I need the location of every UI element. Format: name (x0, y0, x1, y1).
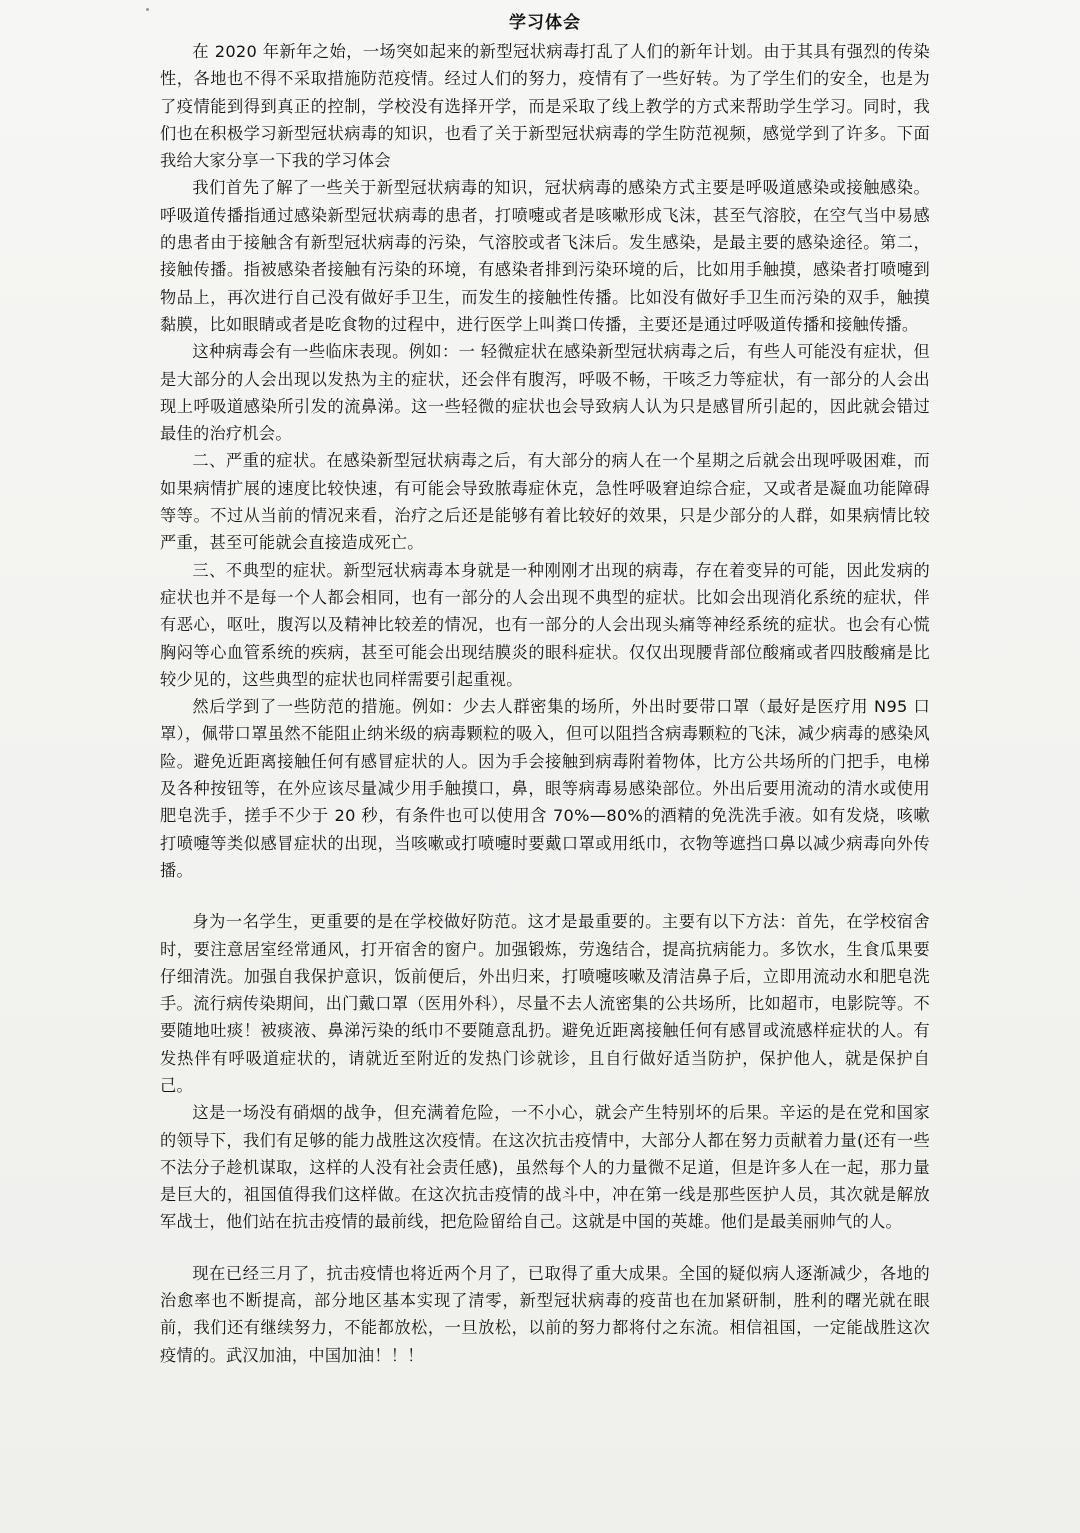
paragraph-atypical-symptoms: 三、不典型的症状。新型冠状病毒本身就是一种刚刚才出现的病毒，存在着变异的可能，因此发病的症状也并不是每一个人都会相同，也有一部分的人会出现不典型的症状。比如会出现消化系统的症状，伴有恶心，呕吐，腹泻以及精神比较差的情况，也有一部分的人会出现头痛等神经系统的症状。也会有心慌胸闷等心血管系统的疾病，甚至可能会出现结膜炎的眼科症状。仅仅出现腰背部位酸痛或者四肢酸痛是比较少见的，这些典型的症状也同样需要引起重视。 (160, 560, 930, 689)
paragraph-conclusion: 现在已经三月了，抗击疫情也将近两个月了，已取得了重大成果。全国的疑似病人逐渐减少，各地的治愈率也不断提高，部分地区基本实现了清零，新型冠状病毒的疫苗也在加紧研制，胜利的曙光就在眼前，我们还有继续努力，不能都放松，一旦放松，以前的努力都将付之东流。相信祖国，一定能战胜这次疫情的。武汉加油，中国加油！！！ (160, 1263, 930, 1365)
paragraph-school-prevention: 身为一名学生，更重要的是在学校做好防范。这才是最重要的。主要有以下方法：首先，在学校宿舍时，要注意居室经常通风，打开宿舍的窗户。加强锻炼，劳逸结合，提高抗病能力。多饮水，生食瓜果要仔细清洗。加强自我保护意识，饭前便后，外出归来，打喷嚏咳嗽及清洁鼻子后，立即用流动水和肥皂洗手。流行病传染期间，出门戴口罩（医用外科），尽量不去人流密集的公共场所，比如超市，电影院等。不要随地吐痰！被痰液、鼻涕污染的纸巾不要随意乱扔。避免近距离接触任何有感冒或流感样症状的人。有发热伴有呼吸道症状的，请就近至附近的发热门诊就诊，且自行做好适当防护，保护他人，就是保护自己。 (160, 912, 930, 1095)
scan-speck (146, 8, 149, 11)
paragraph-transmission: 我们首先了解了一些关于新型冠状病毒的知识，冠状病毒的感染方式主要是呼吸道感染或接触感染。呼吸道传播指通过感染新型冠状病毒的患者，打喷嚏或者是咳嗽形成飞沫，甚至气溶胶，在空气当中易感的患者由于接触含有新型冠状病毒的污染，气溶胶或者飞沫后。发生感染，是最主要的感染途径。第二，接触传播。指被感染者接触有污染的环境，有感染者排到污染环境的后，比如用手触摸，感染者打喷嚏到物品上，再次进行自己没有做好手卫生，而发生的接触性传播。比如没有做好手卫生而污染的双手，触摸黏膜，比如眼睛或者是吃食物的过程中，进行医学上叫粪口传播，主要还是通过呼吸道传播和接触传播。 (160, 178, 930, 334)
document-title: 学习体会 (509, 13, 581, 33)
paragraph-intro: 在 2020 年新年之始，一场突如起来的新型冠状病毒打乱了人们的新年计划。由于其具有强烈的传染性，各地也不得不采取措施防范疫情。经过人们的努力，疫情有了一些好转。为了学生们的安全，也是为了疫情能到得到真正的控制，学校没有选择开学，而是采取了线上教学的方式来帮助学生学习。同时，我们也在积极学习新型冠状病毒的知识，也看了关于新型冠状病毒的学生防范视频，感觉学到了许多。下面我给大家分享一下我的学习体会 (160, 42, 930, 171)
paragraph-mild-symptoms: 这种病毒会有一些临床表现。例如：一 轻微症状在感染新型冠状病毒之后，有些人可能没有症状，但是大部分的人会出现以发热为主的症状，还会伴有腹泻，呼吸不畅，干咳乏力等症状，有一部分的人会出现上呼吸道感染所引发的流鼻涕。这一些轻微的症状也会导致病人认为只是感冒所引起的，因此就会错过最佳的治疗机会。 (160, 342, 930, 444)
paragraph-severe-symptoms: 二、严重的症状。在感染新型冠状病毒之后，有大部分的病人在一个星期之后就会出现呼吸困难，而如果病情扩展的速度比较快速，有可能会导致脓毒症休克，急性呼吸窘迫综合症，又或者是凝血功能障碍等等。不过从当前的情况来看，治疗之后还是能够有着比较好的效果，只是少部分的人群，如果病情比较严重，甚至可能就会直接造成死亡。 (160, 451, 930, 553)
paragraph-war-reflection: 这是一场没有硝烟的战争，但充满着危险，一不小心，就会产生特别坏的后果。辛运的是在党和国家的领导下，我们有足够的能力战胜这次疫情。在这次抗击疫情中，大部分人都在努力贡献着力量(还有一些不法分子趁机谋取，这样的人没有社会责任感)，虽然每个人的力量微不足道，但是许多人在一起，那力量是巨大的，祖国值得我们这样做。在这次抗击疫情的战斗中，冲在第一线是那些医护人员，其次就是解放军战士，他们站在抗击疫情的最前线，把危险留给自己。这就是中国的英雄。他们是最美丽帅气的人。 (160, 1103, 930, 1232)
paragraph-prevention: 然后学到了一些防范的措施。例如：少去人群密集的场所，外出时要带口罩（最好是医疗用 N95 口罩），佩带口罩虽然不能阻止纳米级的病毒颗粒的吸入，但可以阻挡含病毒颗粒的飞沫，减少病毒的感染风险。避免近距离接触任何有感冒症状的人。因为手会接触到病毒附着物体，比方公共场所的门把手，电梯及各种按钮等，在外应该尽量减少用手触摸口，鼻，眼等病毒易感染部位。外出后要用流动的清水或使用肥皂洗手，搓手不少于 20 秒，有条件也可以使用含 70%—80%的酒精的免洗洗手液。如有发烧，咳嗽打喷嚏等类似感冒症状的出现，当咳嗽或打喷嚏时要戴口罩或用纸巾，衣物等遮挡口鼻以减少病毒向外传播。 (160, 697, 930, 880)
